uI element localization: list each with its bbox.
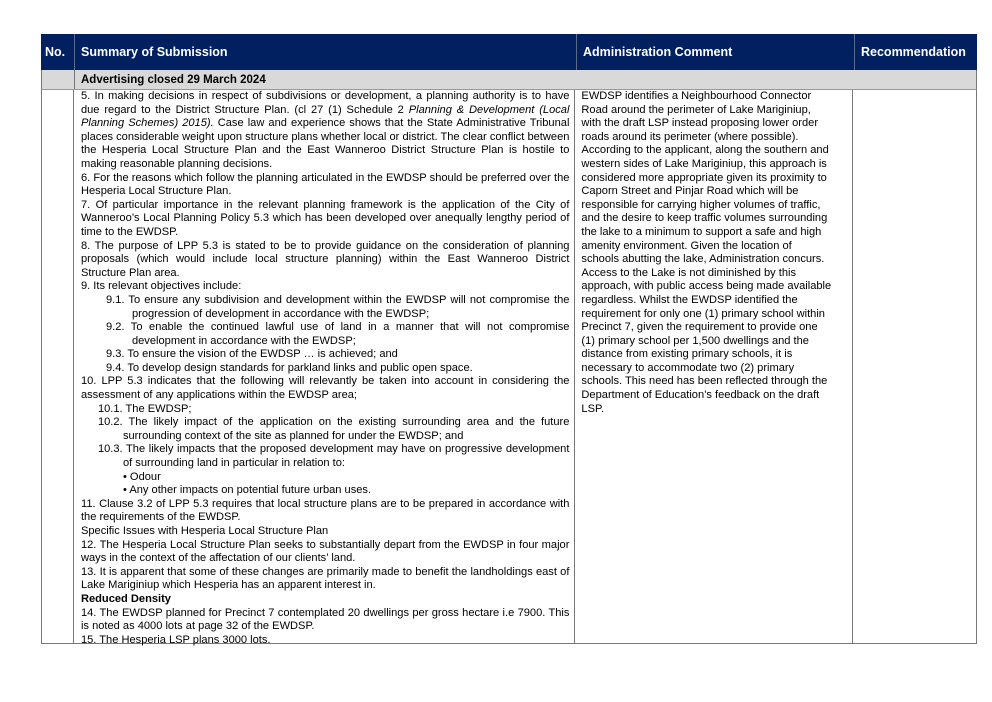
admin-line: with the draft LSP instead proposing lower order — [581, 117, 819, 130]
para-8: 8. The purpose of LPP 5.3 is stated to be to provide guidance on the consideration of planning proposals (which would include local structure planning) within the East Wanneroo District Structure Plan area. — [80, 239, 570, 279]
para-15: 15. The Hesperia LSP plans 3000 lots. — [80, 633, 271, 646]
admin-line: LSP. — [581, 402, 605, 415]
admin-line: Access to the Lake is not diminished by this — [581, 266, 797, 279]
summary-cell — [74, 90, 575, 646]
para-12: 12. The Hesperia Local Structure Plan seeks to substantially depart from the EWDSP in four major ways in the context of the affectation of our clients’ land. — [80, 538, 570, 565]
admin-line: considered more appropriate given its proximity to — [581, 171, 827, 184]
admin-line: necessary to accommodate two (2) primary — [581, 361, 795, 374]
para-7: 7. Of particular importance in the relevant planning framework is the application of the City of Wanneroo’s Local Planning Policy 5.3 which has been developed over anequally lengthy period of time to the EWDSP. — [80, 198, 570, 238]
specific-issues-heading: Specific Issues with Hesperia Local Structure Plan — [80, 525, 329, 537]
para-9-3: 9.3. To ensure the vision of the EWDSP … is achieved; and — [105, 348, 398, 361]
advertising-no-cell — [42, 70, 75, 89]
advertising-row — [41, 70, 977, 89]
reduced-density-heading: Reduced Density — [80, 592, 171, 605]
para-10-2: 10.2. The likely impact of the application on the existing surrounding area and the future surrounding context of the site as planned for under the EWDSP; and — [97, 416, 570, 442]
admin-line: the lake to a minimum to support a safe and high — [581, 225, 822, 238]
admin-line: amenity environment. Given the location of — [581, 239, 792, 252]
admin-line: roads around its perimeter (where possible). — [581, 130, 799, 143]
admin-line: and the desire to keep traffic volumes surrounding — [581, 212, 828, 225]
para-9: 9. Its relevant objectives include: — [80, 280, 242, 293]
admin-line: distance from existing primary schools, it is — [581, 348, 793, 361]
admin-line: (1) primary school per 1,500 dwellings and the — [581, 334, 809, 347]
admin-line: approach, with public access being made available — [581, 280, 832, 293]
admin-line: According to the applicant, along the southern and — [581, 144, 829, 157]
admin-line: responsible for carrying higher volumes of traffic, — [581, 198, 821, 211]
para-14: 14. The EWDSP planned for Precinct 7 contemplated 20 dwellings per gross hectare i.e 7900. This is noted as 4000 lots at page 32 of the EWDSP. — [80, 606, 570, 633]
submission-row — [41, 89, 977, 644]
para-10-3: 10.3. The likely impacts that the proposed development may have on progressive development of surrounding land in particular in relation to: — [97, 443, 570, 470]
para-5: 5. In making decisions in respect of subdivisions or development, a planning authority is to have due regard to the District Structure Plan. (cl 27 (1) Schedule 2 Planning & Development (Local Planning Schemes) 2015). Case law and experience shows that the State Administrative Tribunal places considerable weight upon structure plans whether local or district. The clear conflict between the Hesperia Local Structure Plan and the East Wanneroo District Structure Plan is hostile to making reasonable planning decisions. — [80, 90, 570, 170]
para-10-1: 10.1. The EWDSP; — [97, 402, 192, 415]
para-6: 6. For the reasons which follow the planning articulated in the EWDSP should be preferred over the Hesperia Local Structure Plan. — [80, 171, 570, 198]
para-10: 10. LPP 5.3 indicates that the following will relevantly be taken into account in considering the assessment of any applications within the EWDSP area; — [80, 375, 570, 402]
bullet-other-impacts: • Any other impacts on potential future urban uses. — [122, 484, 372, 497]
admin-line: requirement for only one (1) primary school within — [581, 307, 825, 320]
para-13: 13. It is apparent that some of these changes are primarily made to benefit the landholdings east of Lake Mariginiup which Hesperia has an apparent interest in. — [80, 565, 570, 592]
para-11: 11. Clause 3.2 of LPP 5.3 requires that local structure plans are to be prepared in accordance with the requirements of the EWDSP. — [80, 497, 570, 524]
admin-line: Department of Education’s feedback on the draft — [581, 389, 820, 402]
advertising-closed-label: Advertising closed 29 March 2024 — [81, 73, 266, 86]
admin-comment-cell — [575, 90, 853, 643]
header-recommendation: Recommendation — [854, 34, 977, 70]
para-9-4: 9.4. To develop design standards for parkland links and public open space. — [105, 361, 473, 374]
bullet-odour: • Odour — [122, 470, 161, 483]
admin-line: western sides of Lake Mariginiup, this approach is — [581, 157, 827, 170]
admin-line: schools. This need has been reflected through the — [581, 375, 828, 388]
admin-line: EWDSP identifies a Neighbourhood Connector — [581, 90, 812, 102]
para-9-1: 9.1. To ensure any subdivision and development within the EWDSP will not compromise the progression of development in accordance with the EWDSP; — [105, 293, 570, 320]
admin-line: Precinct 7, given the requirement to provide one — [581, 321, 818, 334]
row-number-cell — [42, 90, 74, 643]
header-summary: Summary of Submission — [74, 34, 576, 70]
header-no: No. — [45, 45, 66, 59]
table-header-row — [41, 34, 977, 70]
para-9-2: 9.2. To enable the continued lawful use of land in a manner that will not compromise development in accordance with the EWDSP; — [105, 321, 570, 347]
header-admin-comment: Administration Comment — [576, 34, 854, 70]
admin-line: Caporn Street and Pinjar Road which will be — [581, 185, 799, 198]
recommendation-cell — [853, 90, 976, 643]
admin-line: Road around the perimeter of Lake Mariginiup, — [581, 103, 811, 116]
admin-line: schools abutting the lake, Administration concurs. — [581, 253, 825, 266]
submission-table — [41, 34, 977, 644]
admin-line: regardless. Whilst the EWDSP identified the — [581, 293, 798, 306]
